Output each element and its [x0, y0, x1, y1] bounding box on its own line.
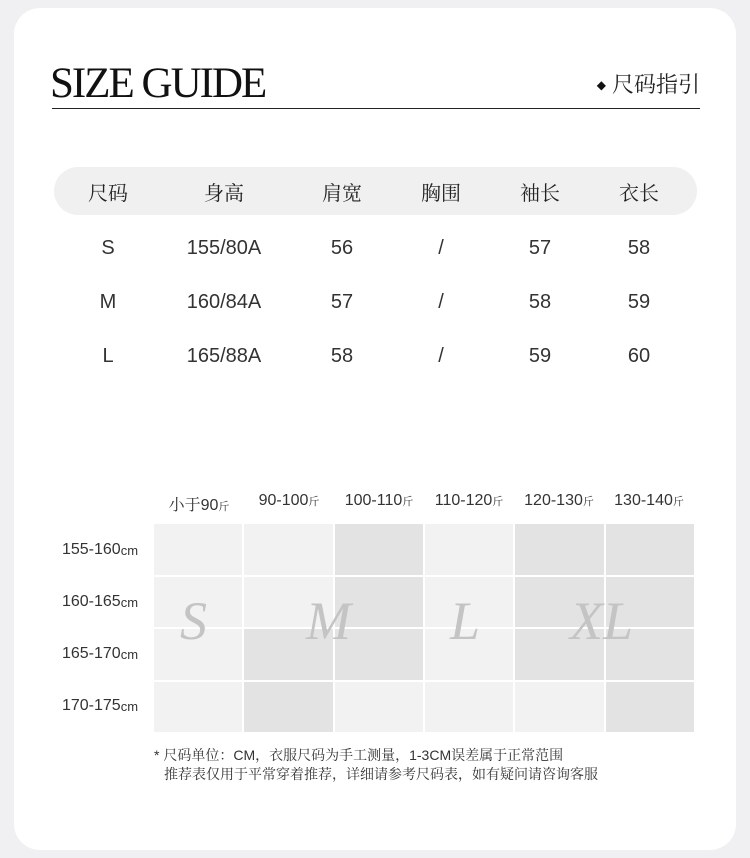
- header-cell: 袖长: [520, 180, 560, 205]
- table-cell: 60: [627, 344, 651, 367]
- grid-cell: [244, 682, 332, 733]
- table-cell: 57: [528, 236, 552, 259]
- grid-cell: [335, 682, 423, 733]
- size-letter-l: L: [450, 591, 481, 651]
- table-cell: L: [102, 344, 114, 367]
- page-title: SIZE GUIDE: [50, 60, 266, 107]
- table-cell: 59: [627, 290, 651, 313]
- grid-cell: [515, 524, 603, 575]
- grid-cell: [154, 524, 242, 575]
- grid-cell: [606, 682, 694, 733]
- height-label: 165-170 cm: [61, 645, 139, 662]
- size-letter-s: S: [180, 591, 207, 651]
- header-cell: 胸围: [421, 180, 461, 205]
- height-label: 170-175 cm: [61, 697, 139, 714]
- title-divider: [52, 108, 700, 109]
- table-cell: S: [101, 236, 115, 259]
- table-row: [54, 221, 697, 275]
- grid-cell: [515, 682, 603, 733]
- grid-cell: [425, 682, 513, 733]
- weight-header: 100-110斤: [344, 492, 414, 509]
- weight-headers: [154, 492, 694, 515]
- grid-cell: [244, 524, 332, 575]
- subtitle-text: 尺码指引: [611, 72, 700, 97]
- size-table: [54, 167, 697, 383]
- header-cell: 衣长: [619, 180, 659, 205]
- grid-cell: [425, 524, 513, 575]
- table-cell: /: [438, 344, 444, 367]
- weight-header: 110-120斤: [434, 492, 504, 509]
- table-cell: 58: [627, 236, 651, 259]
- table-cell: 155/80A: [186, 236, 262, 259]
- size-letter-m: M: [306, 591, 351, 651]
- weight-header: 小于90斤: [168, 497, 230, 514]
- table-cell: 58: [528, 290, 552, 313]
- table-cell: M: [99, 290, 117, 313]
- note-line: 推荐表仅用于平常穿着推荐，详细请参考尺码表，如有疑问请咨询客服: [164, 766, 598, 782]
- header-cell: 肩宽: [322, 180, 362, 205]
- header-cell: 身高: [204, 180, 244, 205]
- grid-cell: [154, 682, 242, 733]
- note-line: * 尺码单位：CM，衣服尺码为手工测量，1-3CM误差属于正常范围: [154, 747, 564, 763]
- weight-header: 90-100斤: [258, 492, 320, 509]
- size-letter-xl: XL: [570, 591, 634, 651]
- grid-cell: [606, 524, 694, 575]
- table-cell: 160/84A: [186, 290, 262, 313]
- table-cell: /: [438, 236, 444, 259]
- weight-header: 120-130斤: [524, 492, 594, 509]
- header-cell: 尺码: [88, 180, 128, 205]
- table-cell: 59: [528, 344, 552, 367]
- size-table-header: [54, 167, 697, 215]
- page-subtitle: [597, 74, 700, 96]
- height-labels: [50, 524, 150, 732]
- table-cell: 165/88A: [186, 344, 262, 367]
- height-label: 160-165 cm: [61, 593, 139, 610]
- table-row: [54, 329, 697, 383]
- diamond-icon: ◆: [596, 78, 606, 92]
- size-notes: [154, 746, 598, 784]
- table-row: [54, 275, 697, 329]
- height-label: 155-160 cm: [61, 541, 139, 558]
- table-cell: 57: [330, 290, 354, 313]
- grid-cell: [335, 524, 423, 575]
- weight-header: 130-140斤: [614, 492, 684, 509]
- table-cell: /: [438, 290, 444, 313]
- table-cell: 56: [330, 236, 354, 259]
- table-cell: 58: [330, 344, 354, 367]
